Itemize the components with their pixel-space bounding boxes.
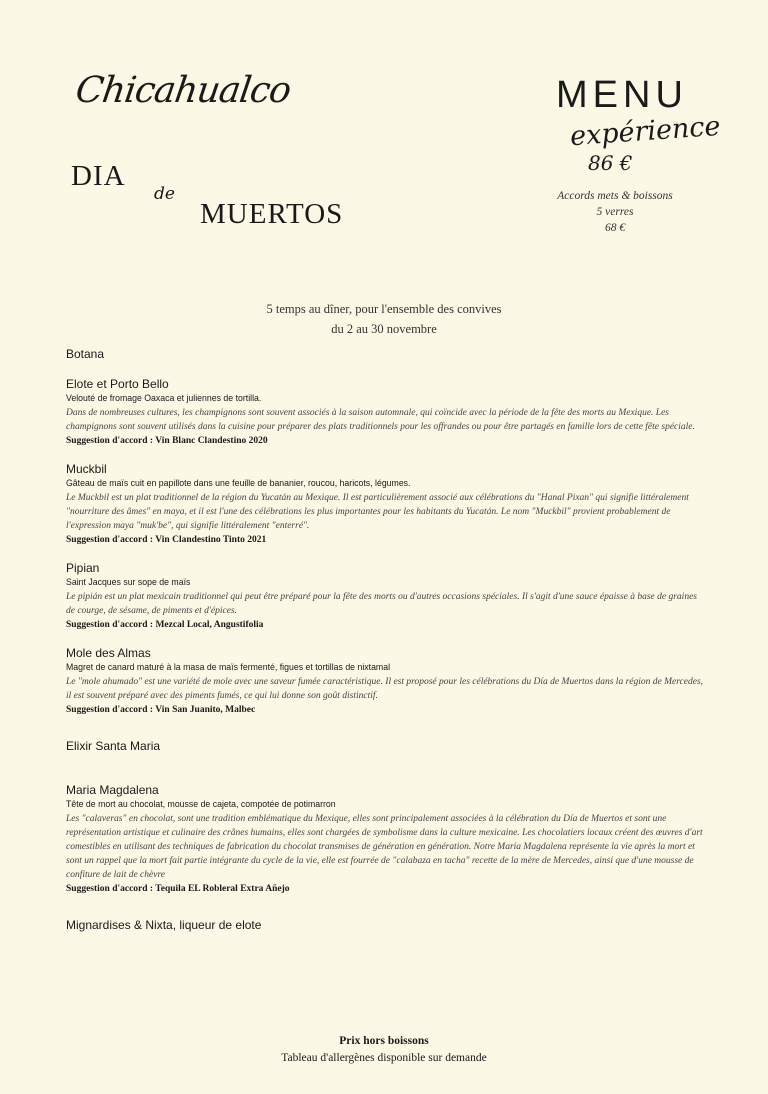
section-botana: Botana <box>66 347 105 361</box>
title-dia: DIA <box>71 160 126 192</box>
dish-subtitle: Tête de mort au chocolat, mousse de cajeta, compotée de potimarron <box>66 799 336 810</box>
menu-price: 86 € <box>588 151 633 175</box>
dish-suggestion: Suggestion d'accord : Mezcal Local, Angustifolia <box>66 620 264 630</box>
pairing-glasses: 5 verres <box>596 206 634 218</box>
section-mignardises: Mignardises & Nixta, liqueur de elote <box>66 918 262 932</box>
pairing-price: 68 € <box>604 222 626 234</box>
dish-description: Le Muckbil est un plat traditionnel de la région du Yucatán au Mexique. Il est particulièrement associé aux célébrations du "Hanal Pixan" qui signifie littéralement "nourriture des âmes" en maya, et il est l'une des célébrations les plus importantes pour les habitants du Yucatán. Le nom "Muckbil" provient probablement de l'expression maya "muk'be", qui signifie littéralement "enterré". <box>66 493 689 531</box>
footer <box>0 1033 768 1067</box>
title-de: de <box>154 184 175 204</box>
dish-name: Mole des Almas <box>66 646 151 660</box>
footer-allergens: Tableau d'allergènes disponible sur demande <box>281 1052 487 1064</box>
dish-description: Le "mole ahumado" est une variété de mole avec une saveur fumée caractéristique. Il est proposé pour les célébrations du Día de Muertos dans la région de Mercedes, il est souvent préparé avec des piments fumés, ce qui lui donne son goût distinctif. <box>66 677 704 701</box>
title-muertos: MUERTOS <box>200 198 344 230</box>
dish-description: Dans de nombreuses cultures, les champignons sont souvent associés à la saison automnale, qui coïncide avec la période de la fête des morts au Mexique. Les champignons sont souvent utilisés dans la cuisine pour préparer des plats traditionnels pour les offrandes ou pour être partagés en famille lors de cette fête spéciale. <box>66 408 695 432</box>
section-elixir: Elixir Santa Maria <box>66 739 161 753</box>
dish <box>66 462 706 547</box>
dish-subtitle: Velouté de fromage Oaxaca et juliennes de tortilla. <box>66 393 262 404</box>
intro-dates: du 2 au 30 novembre <box>331 322 437 336</box>
dish-suggestion: Suggestion d'accord : Vin Clandestino Tinto 2021 <box>66 535 267 545</box>
dish-suggestion: Suggestion d'accord : Vin San Juanito, Malbec <box>66 705 256 715</box>
dish <box>66 646 706 717</box>
dish-name: Elote et Porto Bello <box>66 377 169 391</box>
dish-description: Le pipián est un plat mexicain traditionnel qui peut être préparé pour la fête des morts ou d'autres occasions spéciales. Il s'agit d'une sauce épaisse à base de graines de courge, de sésame, de piments et d'épices. <box>66 592 697 616</box>
dish <box>66 561 706 632</box>
dish <box>66 377 706 448</box>
dish-name: Muckbil <box>66 462 107 476</box>
dish <box>66 783 706 896</box>
dish-suggestion: Suggestion d'accord : Tequila EL Robleral Extra Añejo <box>66 884 290 894</box>
pairing-line: Accords mets & boissons <box>557 190 673 202</box>
dish-name: Maria Magdalena <box>66 783 159 797</box>
dish-name: Pipian <box>66 561 100 575</box>
dish-description: Les "calaveras" en chocolat, sont une tradition emblématique du Mexique, elles sont principalement associées à la célébration du Día de Muertos et sont une représentation artistique et culinaire des crânes humains, elles sont chargées de symbolisme dans la culture mexicaine. Les chocolatiers locaux créent des œuvres d'art comestibles en utilisant des techniques de fabrication du chocolat transmises de génération en génération. Notre Maria Magdalena représente la vie après la mort et sont un rappel que la mort fait partie intégrante du cycle de la vie, elle est fourrée de "calabaza en tacha" recette de la mère de Mercedes, ainsi que d'une mousse de confiture de lait de chèvre <box>66 814 703 880</box>
footer-price-note: Prix hors boissons <box>339 1035 429 1047</box>
dish-subtitle: Magret de canard maturé à la masa de maïs fermenté, figues et tortillas de nixtamal <box>66 662 391 673</box>
intro-line: 5 temps au dîner, pour l'ensemble des convives <box>266 302 502 316</box>
menu-heading: MENU <box>556 74 688 116</box>
menu-content <box>66 347 706 932</box>
dish-suggestion: Suggestion d'accord : Vin Blanc Clandestino 2020 <box>66 436 268 446</box>
intro <box>0 299 768 339</box>
dish-subtitle: Saint Jacques sur sope de maïs <box>66 577 191 588</box>
menu-experience: expérience <box>569 110 722 153</box>
brand-logo: Chicahualco <box>73 70 293 111</box>
dish-subtitle: Gâteau de maïs cuit en papillote dans une feuille de bananier, roucou, haricots, légumes. <box>66 478 411 489</box>
pairing-info <box>548 188 682 236</box>
